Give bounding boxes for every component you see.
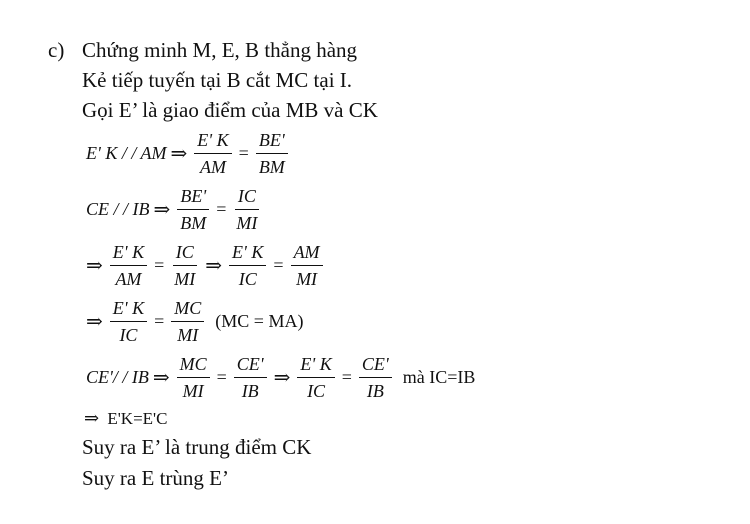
- equals-symbol: =: [273, 254, 284, 275]
- equation-3: [86, 235, 326, 295]
- fraction: $\frac{CE'}{IB}$: [234, 353, 267, 402]
- implies-symbol: ⇒: [205, 254, 223, 277]
- equals-symbol: =: [154, 254, 165, 275]
- equals-symbol: =: [216, 198, 227, 219]
- fraction: $\frac{E' K}{IC}$: [229, 241, 266, 290]
- fraction: $\frac{BE'}{BM}$: [256, 129, 288, 178]
- eq1-lhs: E' K / / AM: [86, 142, 167, 163]
- equation-1: [86, 123, 291, 183]
- implies-symbol: ⇒: [153, 198, 171, 221]
- implies-symbol: ⇒: [84, 408, 100, 428]
- part-label: c): [48, 38, 65, 62]
- fraction: $\frac{AM}{MI}$: [291, 241, 323, 290]
- fraction: $\frac{E' K}{IC}$: [297, 353, 334, 402]
- equals-symbol: =: [216, 366, 227, 387]
- fraction: $\frac{MC}{MI}$: [177, 353, 210, 402]
- fraction: $\frac{E' K}{AM}$: [194, 129, 231, 178]
- fraction: $\frac{MC}{MI}$: [171, 297, 204, 346]
- implies-symbol: ⇒: [152, 366, 170, 389]
- construction-line: Kẻ tiếp tuyến tại B cắt MC tại I.: [82, 68, 353, 92]
- conclusion-line-1: Suy ra E’ là trung điểm CK: [82, 435, 312, 459]
- fraction: $\frac{IC}{MI}$: [236, 185, 258, 233]
- equation-4: [86, 291, 303, 351]
- implies-symbol: ⇒: [170, 142, 188, 165]
- equals-symbol: =: [238, 142, 249, 163]
- eq5-note: mà IC=IB: [402, 366, 476, 387]
- implies-symbol: ⇒: [86, 310, 103, 333]
- eq4-note: (MC = MA): [215, 310, 304, 331]
- equals-symbol: =: [341, 366, 352, 387]
- equation-5: [86, 347, 475, 407]
- implies-symbol: ⇒: [273, 366, 291, 389]
- implies-symbol: ⇒: [86, 254, 103, 277]
- part-title: Chứng minh M, E, B thẳng hàng: [82, 38, 358, 62]
- equation-2: [86, 179, 263, 239]
- eq5-lhs: CE'/ / IB: [86, 366, 149, 387]
- definition-line: Gọi E’ là giao điểm của MB và CK: [82, 98, 378, 122]
- eq2-lhs: CE / / IB: [86, 198, 150, 219]
- equals-symbol: =: [154, 310, 165, 331]
- fraction: $\frac{E' K}{AM}$: [110, 241, 147, 290]
- conclusion-line-2: Suy ra E trùng E’: [82, 466, 229, 490]
- fraction: $\frac{E' K}{IC}$: [110, 297, 147, 346]
- eq6-text: E'K=E'C: [107, 409, 168, 428]
- fraction: $\frac{IC}{MI}$: [174, 241, 196, 289]
- equation-6: [84, 408, 167, 429]
- fraction: $\frac{CE'}{IB}$: [359, 353, 392, 402]
- fraction: $\frac{BE'}{BM}$: [177, 185, 209, 234]
